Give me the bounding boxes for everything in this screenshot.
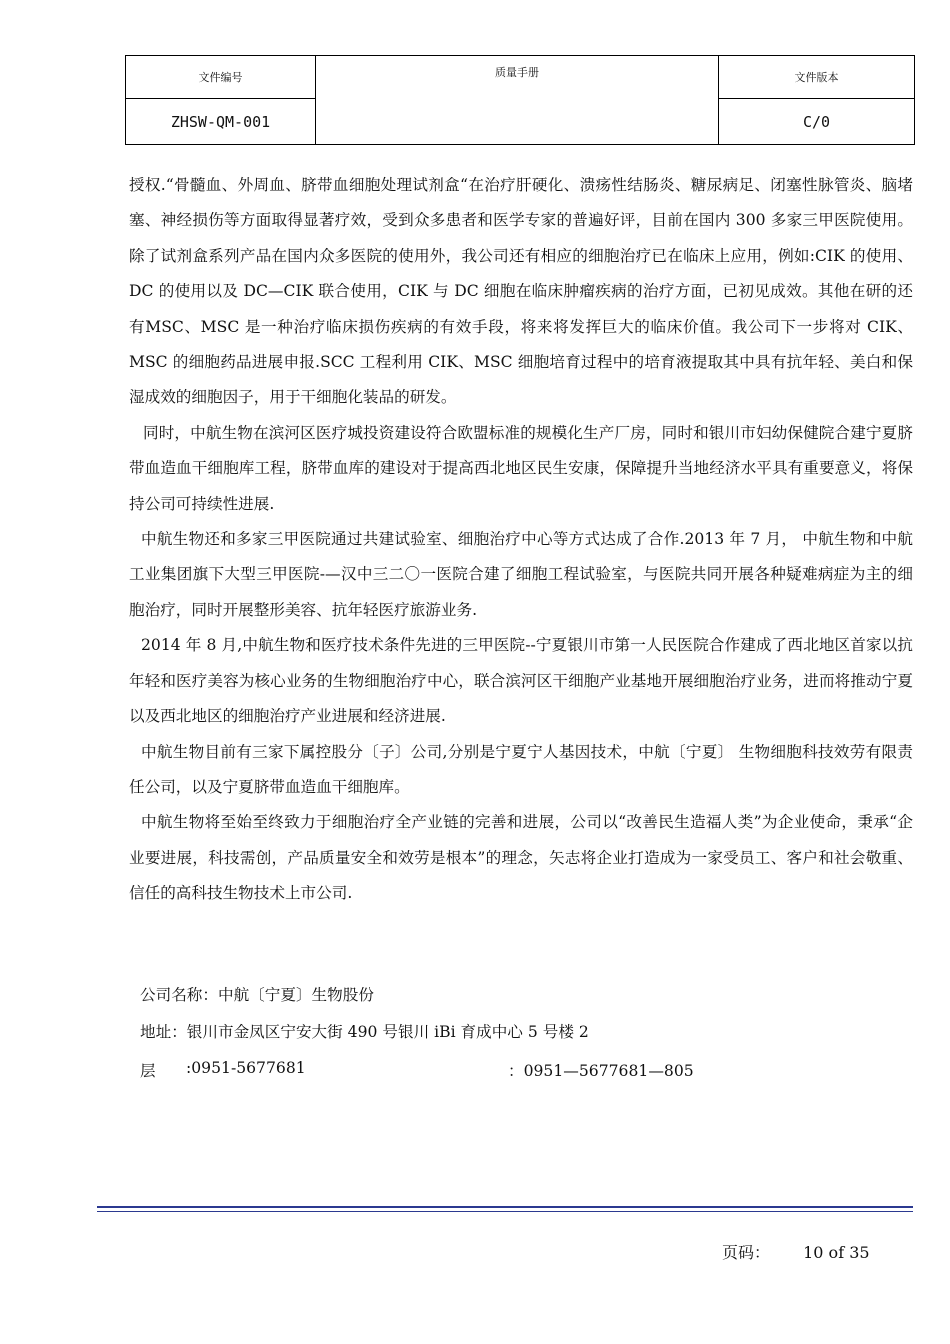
paragraph-6: 中航生物将至始至终致力于细胞治疗全产业链的完善和进展，公司以“改善民生造福人类”为企业使命，秉承“企业要进展，科技需创，产品质量安全和效劳是根本”的理念，矢志将企业打造成为一家受员工、客户和社会敬重、信任的高科技生物技术上市公司. (129, 813, 913, 903)
doc-number-label: 文件编号 (126, 56, 316, 99)
footer-rule (97, 1206, 913, 1208)
address: 地址：银川市金凤区宁安大街 490 号银川 iBi 育成中心 5 号楼 2 (140, 1023, 589, 1041)
paragraph-4: 2014 年 8 月,中航生物和医疗技术条件先进的三甲医院--宁夏银川市第一人民医院合作建成了西北地区首家以抗年轻和医疗美容为核心业务的生物细胞治疗中心，联合滨河区干细胞产业基地开展细胞治疗业务，进而将推动宁夏以及西北地区的细胞治疗产业进展和经济进展. (129, 636, 913, 726)
paragraph-3: 中航生物还和多家三甲医院通过共建试验室、细胞治疗中心等方式达成了合作.2013 年 7 月， 中航生物和中航工业集团旗下大型三甲医院-—汉中三二〇一医院合建了细胞工程试验室，与医院共同开展各种疑难病症为主的细胞治疗，同时开展整形美容、抗年轻医疗旅游业务. (129, 530, 913, 619)
company-name: 公司名称：中航〔宁夏〕生物股份 (140, 986, 374, 1004)
page-count: 10 of 35 (803, 1243, 870, 1262)
paragraph-5: 中航生物目前有三家下属控股分〔子〕公司,分别是宁夏宁人基因技术，中航〔宁夏〕 生物细胞科技效劳有限责任公司，以及宁夏脐带血造血干细胞库。 (129, 742, 913, 796)
footer-rule-thin (97, 1211, 913, 1212)
paragraph-1: 授权.“骨髓血、外周血、脐带血细胞处理试剂盒“在治疗肝硬化、溃疡性结肠炎、糖尿病足、闭塞性脉管炎、脑堵塞、神经损伤等方面取得显著疗效，受到众多患者和医学专家的普遍好评，目前在国内 300 多家三甲医院使用。除了试剂盒系列产品在国内众多医院的使用外，我公司还有相应的细胞治疗已在临床上应用，例如:CIK 的使用、DC 的使用以及 DC—CIK 联合使用，CIK 与 DC 细胞在临床肿瘤疾病的治疗方面，已初见成效。其他在研的还有MSC、MSC 是一种治疗临床损伤疾病的有效手段，将来将发挥巨大的临床价值。我公司下一步将对 CIK、MSC 的细胞药品进展申报.SCC 工程利用 CIK、MSC 细胞培育过程中的培育液提取其中具有抗年轻、美白和保湿成效的细胞因子，用于干细胞化装品的研发。 (129, 176, 913, 407)
paragraph-2: 同时，中航生物在滨河区医疗城投资建设符合欧盟标准的规模化生产厂房，同时和银川市妇幼保健院合建宁夏脐带血造血干细胞库工程，脐带血库的建设对于提高西北地区民生安康，保障提升当地经济水平具有重要意义，将保持公司可持续性进展. (129, 423, 913, 513)
version: C/0 (719, 99, 915, 145)
address-floor: 层 (140, 1062, 156, 1080)
doc-number: ZHSW-QM-001 (126, 99, 316, 145)
header-table (125, 55, 915, 145)
phone: :0951-5677681 (186, 1059, 306, 1077)
version-label: 文件版本 (719, 56, 915, 99)
fax: ：0951—5677681—805 (508, 1062, 694, 1080)
body-text (129, 168, 913, 912)
document-title: 质量手册 (316, 56, 719, 145)
page-label: 页码： (722, 1243, 771, 1262)
page-number (722, 1240, 870, 1263)
